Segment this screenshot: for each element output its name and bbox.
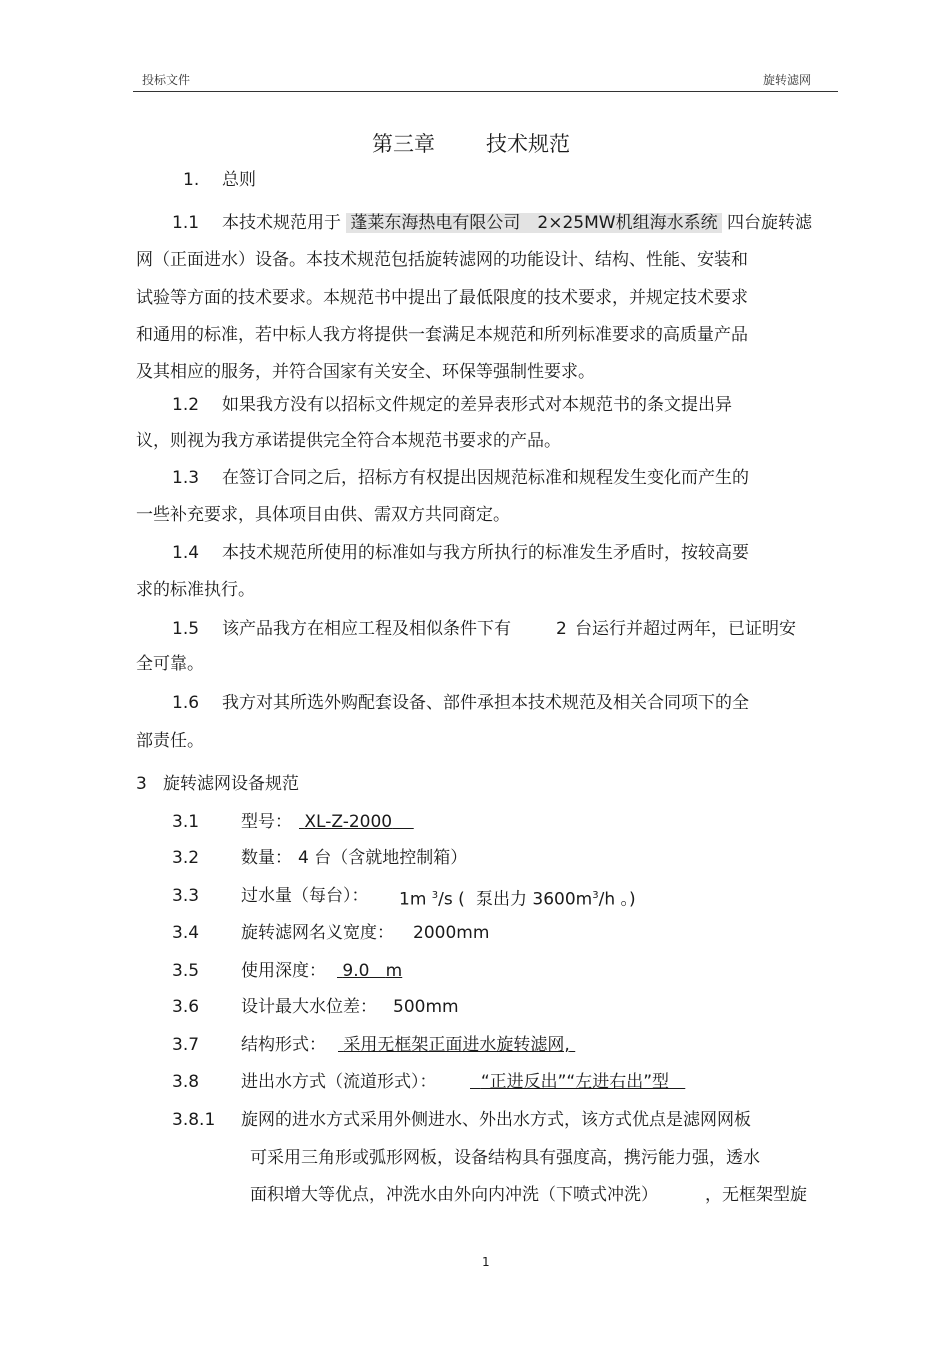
spec-3-3-number: 3.3	[172, 886, 200, 906]
spec-3-1-number: 3.1	[172, 812, 200, 832]
section-1-number: 1.	[183, 170, 200, 190]
clause-1-6-line-2: 部责任。	[136, 731, 204, 751]
chapter-title: 技术规范	[486, 132, 570, 156]
spec-3-7-value: 采用无框架正面进水旋转滤网,	[343, 1035, 570, 1055]
spec-3-1-value: XL-Z-2000	[304, 812, 393, 832]
spec-3-3-flow: 1m $^3$/s (	[399, 889, 465, 910]
clause-1-1-line-2: 网（正面进水）设备。本技术规范包括旋转滤网的功能设计、结构、性能、安装和	[136, 250, 748, 270]
spec-3-6-number: 3.6	[172, 997, 200, 1017]
clause-1-5-line-2: 全可靠。	[136, 654, 204, 674]
clause-1-1-number: 1.1	[172, 213, 200, 233]
clause-1-6-number: 1.6	[172, 693, 200, 713]
spec-3-8-label: 进出水方式（流道形式）：	[241, 1072, 437, 1092]
spec-3-8-1-line-2: 可采用三角形或弧形网板，设备结构具有强度高，携污能力强，透水	[250, 1148, 760, 1168]
header-divider	[133, 91, 838, 92]
spec-3-6-label: 设计最大水位差：	[241, 997, 377, 1017]
clause-1-4-number: 1.4	[172, 543, 200, 563]
clause-1-2-number: 1.2	[172, 395, 200, 415]
spec-3-8-value: “正进反出”“左进右出”型	[480, 1072, 670, 1092]
spec-3-8-number: 3.8	[172, 1072, 200, 1092]
spec-3-4-value: 2000mm	[413, 923, 490, 943]
spec-3-7-label: 结构形式：	[241, 1035, 326, 1055]
spec-3-1-label: 型号：	[241, 812, 292, 832]
spec-3-2-value: 4 台（含就地控制箱）	[298, 848, 468, 868]
clause-1-5-number: 1.5	[172, 619, 200, 639]
clause-1-6-line-1: 我方对其所选外购配套设备、部件承担本技术规范及相关合同项下的全	[222, 693, 749, 713]
spec-3-3-label: 过水量（每台）：	[241, 886, 369, 906]
clause-1-5-count: 2	[556, 619, 567, 639]
spec-3-5-label: 使用深度：	[241, 961, 326, 981]
clause-1-1-line-4: 和通用的标准，若中标人我方将提供一套满足本规范和所列标准要求的高质量产品	[136, 325, 748, 345]
project-name-highlight: 蓬莱东海热电有限公司 2×25MW机组海水系统	[346, 213, 721, 233]
clause-1-2-line-1: 如果我方没有以招标文件规定的差异表形式对本规范书的条文提出异	[222, 395, 732, 415]
spec-3-2-label: 数量：	[241, 848, 292, 868]
clause-1-2-line-2: 议，则视为我方承诺提供完全符合本规范书要求的产品。	[136, 431, 561, 451]
clause-1-4-line-2: 求的标准执行。	[136, 580, 255, 600]
spec-3-4-number: 3.4	[172, 923, 200, 943]
clause-1-3-line-2: 一些补充要求，具体项目由供、需双方共同商定。	[136, 505, 510, 525]
clause-1-5-pre: 该产品我方在相应工程及相似条件下有	[222, 619, 511, 639]
clause-1-3-line-1: 在签订合同之后，招标方有权提出因规范标准和规程发生变化而产生的	[222, 468, 749, 488]
spec-3-8-1-number: 3.8.1	[172, 1110, 216, 1130]
clause-1-1-line-5: 及其相应的服务，并符合国家有关安全、环保等强制性要求。	[136, 362, 595, 382]
clause-1-1-line-3: 试验等方面的技术要求。本规范书中提出了最低限度的技术要求，并规定技术要求	[136, 288, 748, 308]
spec-3-4-label: 旋转滤网名义宽度：	[241, 923, 394, 943]
spec-3-5-value: 9.0 m	[342, 961, 403, 981]
clause-1-1-lead	[222, 214, 812, 232]
page-number: 1	[482, 1255, 490, 1269]
spec-3-8-1-line-3a: 面积增大等优点，冲洗水由外向内冲洗（下喷式冲洗）	[250, 1185, 658, 1205]
chapter-number: 第三章	[372, 132, 435, 156]
header-right: 旋转滤网	[763, 73, 812, 87]
spec-3-5-number: 3.5	[172, 961, 200, 981]
clause-1-4-line-1: 本技术规范所使用的标准如与我方所执行的标准发生矛盾时，按较高要	[222, 543, 749, 563]
section-3-number: 3	[136, 774, 147, 794]
spec-3-2-number: 3.2	[172, 848, 200, 868]
clause-1-3-number: 1.3	[172, 468, 200, 488]
clause-1-5-post: 台运行并超过两年，已证明安	[575, 619, 796, 639]
clause-1-1-pre: 本技术规范用于	[222, 213, 341, 233]
spec-3-3-pump: 泵出力 $3600m^3/h$ 。)	[476, 889, 636, 910]
spec-3-6-value: 500mm	[393, 997, 459, 1017]
section-1-title: 总则	[222, 170, 256, 190]
spec-3-8-1-line-1: 旋网的进水方式采用外侧进水、外出水方式，该方式优点是滤网网板	[241, 1110, 751, 1130]
spec-3-7-number: 3.7	[172, 1035, 200, 1055]
spec-3-8-1-line-3b: ，无框架型旋	[705, 1185, 807, 1205]
clause-1-1-post: 四台旋转滤	[726, 213, 812, 233]
header-left: 投标文件	[142, 73, 191, 87]
section-3-title: 旋转滤网设备规范	[163, 774, 299, 794]
